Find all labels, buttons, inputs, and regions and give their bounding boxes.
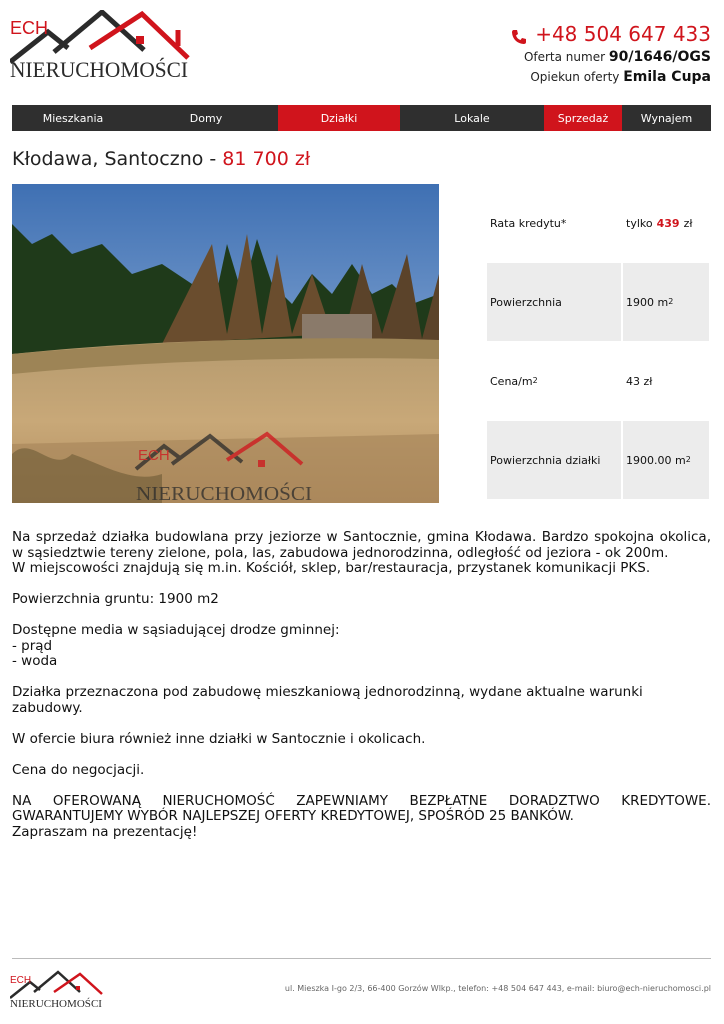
info-table — [487, 184, 709, 500]
agent-name: Emila Cupa — [623, 69, 711, 85]
area-label: Powierzchnia — [487, 263, 621, 341]
agent-label: Opiekun oferty — [530, 70, 620, 84]
info-row-plot-area — [487, 421, 709, 499]
nav-item-lokale[interactable]: Lokale — [454, 111, 490, 125]
svg-text:NIERUCHOMOŚCI: NIERUCHOMOŚCI — [136, 483, 303, 503]
nav-item-dzialki[interactable]: Działki — [278, 105, 400, 131]
desc-paragraph-1: Na sprzedaż działka budowlana przy jeziorze w Santocznie, gmina Kłodawa. Bardzo spokojna okolica, w sąsiedztwie tereny zielone, pola, las, zabudowa jednorodzinna, odległość od jeziora - ok 200m. — [12, 529, 711, 561]
svg-text:ECH: ECH — [138, 447, 170, 464]
desc-paragraph-10b: GWARANTUJEMY WYBÓR NAJLEPSZEJ OFERTY KREDYTOWEJ, SPOŚRÓD 25 BANKÓW. — [12, 808, 574, 824]
info-row-price-m2 — [487, 342, 709, 420]
agent-line — [511, 68, 711, 86]
info-row-area — [487, 263, 709, 341]
desc-media-woda: - woda — [12, 653, 58, 669]
brand-logo[interactable] — [10, 10, 190, 82]
listing-location: Kłodawa, Santoczno — [12, 148, 204, 170]
listing-title — [12, 146, 310, 172]
rata-value: tylko 439 zł — [626, 216, 693, 230]
desc-paragraph-2: W miejscowości znajdują się m.in. Kościół, sklep, bar/restauracja, przystanek komunikacji PKS. — [12, 560, 651, 576]
desc-paragraph-8: W ofercie biura również inne działki w Santocznie i okolicach. — [12, 730, 426, 747]
footer-divider — [12, 958, 711, 959]
price-m2-value: 43 zł — [626, 374, 653, 388]
price-m2-label: Cena/m 2 — [490, 374, 538, 388]
phone-icon — [511, 26, 527, 42]
svg-text:ECH: ECH — [10, 975, 32, 986]
plot-area-label: Powierzchnia działki — [487, 421, 621, 499]
svg-text:NIERUCHOMOŚCI: NIERUCHOMOŚCI — [10, 998, 103, 1010]
nav-item-wynajem[interactable]: Wynajem — [640, 111, 693, 125]
nav-item-mieszkania[interactable]: Mieszkania — [42, 111, 104, 125]
nav-item-domy[interactable]: Domy — [189, 111, 223, 125]
info-row-rata — [487, 184, 709, 262]
offer-number: 90/1646/OGS — [608, 49, 711, 65]
title-separator: - — [203, 148, 223, 170]
desc-paragraph-9: Cena do negocjacji. — [12, 761, 145, 778]
area-value: 1900 m 2 — [623, 263, 709, 341]
plot-area-value: 1900.00 m 2 — [623, 421, 709, 499]
listing-photo[interactable] — [12, 184, 439, 503]
desc-paragraph-11: Zapraszam na prezentację! — [12, 823, 198, 840]
footer-address: ul. Mieszka I-go 2/3, 66-400 Gorzów Wlkp., telefon: +48 504 647 443, e-mail: biuro@ech-nieruchomosci.pl — [284, 984, 711, 993]
desc-paragraph-3: Powierzchnia gruntu: 1900 m2 — [12, 591, 219, 607]
rata-label: Rata kredytu* — [490, 216, 567, 230]
phone-number[interactable]: +48 504 647 433 — [535, 22, 711, 46]
rata-amount: 439 — [656, 216, 680, 230]
listing-description — [12, 530, 711, 840]
desc-paragraph-7: Działka przeznaczona pod zabudowę mieszkaniową jednorodzinną, wydane aktualne warunki zabudowy. — [12, 684, 643, 716]
desc-paragraph-10a: NA OFEROWANĄ NIERUCHOMOŚĆ ZAPEWNIAMY BEZPŁATNE DORADZTWO KREDYTOWE. — [12, 792, 711, 809]
listing-price: 81 700 zł — [222, 148, 311, 170]
main-nav — [12, 105, 711, 131]
nav-item-sprzedaz[interactable]: Sprzedaż — [544, 105, 622, 131]
phone-line[interactable] — [511, 22, 711, 46]
desc-paragraph-4: Dostępne media w sąsiadującej drodze gminnej: — [12, 622, 340, 638]
contact-block — [511, 22, 711, 86]
footer-logo[interactable] — [10, 970, 105, 1010]
offer-number-line — [511, 48, 711, 66]
svg-text:ECH: ECH — [10, 18, 49, 38]
svg-text:NIERUCHOMOŚCI: NIERUCHOMOŚCI — [10, 57, 188, 82]
desc-media-prad: - prąd — [12, 637, 53, 654]
offer-number-label: Oferta numer — [523, 50, 606, 64]
